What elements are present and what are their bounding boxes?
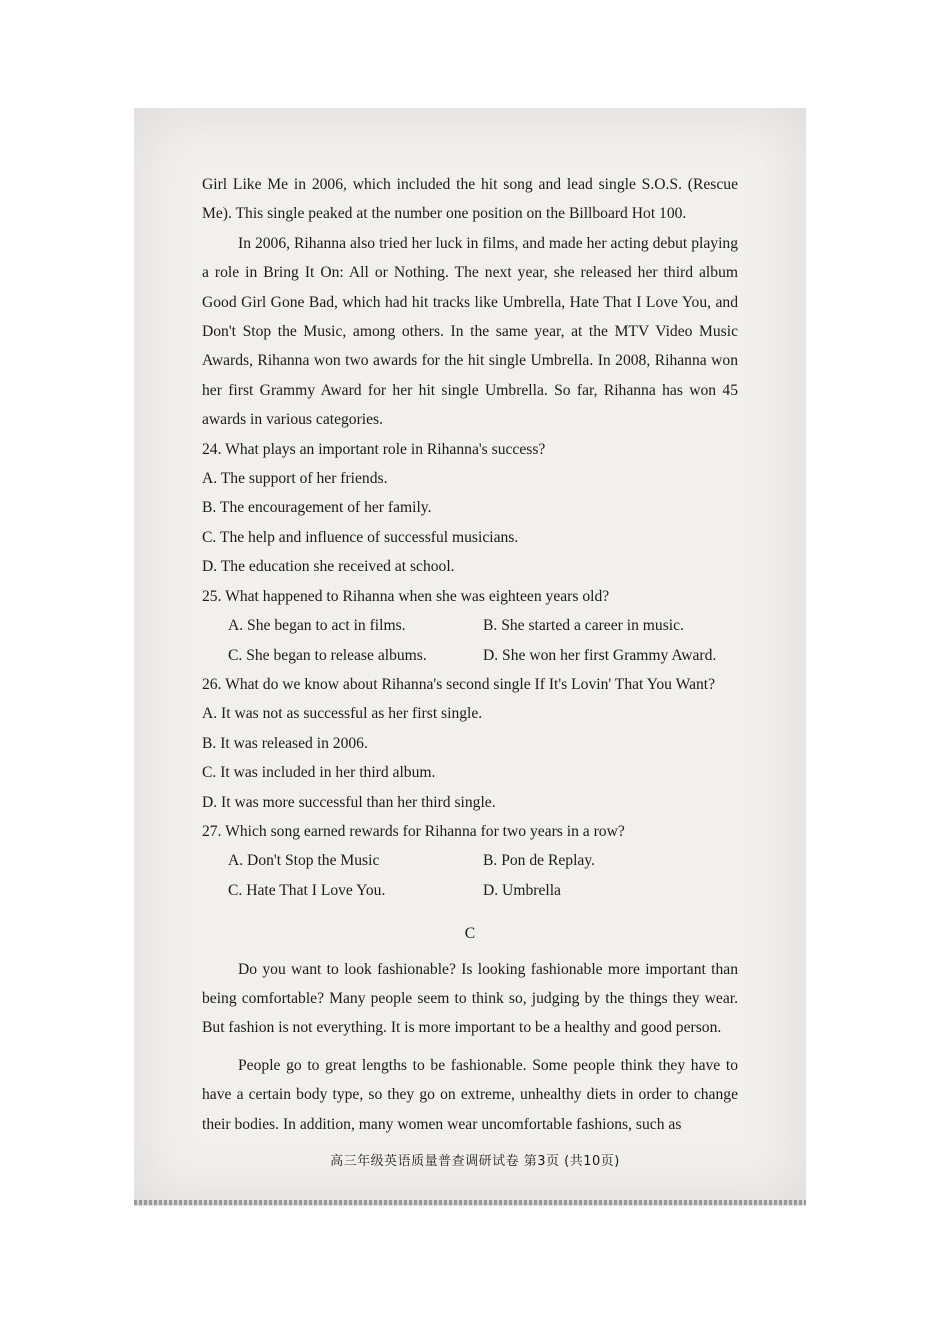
page-footer: 高三年级英语质量普查调研试卷 第3页 (共10页) (330, 1154, 620, 1169)
option: D. It was more successful than her third single. (202, 793, 496, 811)
passage-paragraph: In 2006, Rihanna also tried her luck in films, and made her acting debut playing a role in Bring It On: All or Nothing. The next year, she released her third album Good Girl Gone Bad, which had hit tracks like Umbrella, Hate That I Love You, and Don't Stop the Music, among others. In the same year, at the MTV Video Music Awards, Rihanna won two awards for the hit single Umbrella. In 2008, Rihanna won her first Grammy Award for her hit single Umbrella. So far, Rihanna has won 45 awards in various categories. (202, 234, 738, 429)
question-stem: 27. Which song earned rewards for Rihanna for two years in a row? (202, 822, 625, 840)
option-row (228, 876, 738, 905)
paper-edge (134, 1200, 806, 1205)
option: B. She started a career in music. (483, 617, 684, 635)
option: D. Umbrella (483, 881, 561, 899)
question-stem: 26. What do we know about Rihanna's second single If It's Lovin' That You Want? (202, 675, 716, 693)
option-row (228, 641, 738, 670)
question-stem: 24. What plays an important role in Rihanna's success? (202, 440, 546, 458)
option: A. The support of her friends. (202, 470, 388, 488)
question-27 (202, 817, 738, 905)
exam-content (202, 170, 738, 1139)
option: C. The help and influence of successful musicians. (202, 528, 519, 546)
option: A. Don't Stop the Music (228, 852, 380, 870)
option: A. It was not as successful as her first single. (202, 705, 483, 723)
question-25 (202, 582, 738, 670)
option-row (228, 846, 738, 875)
passage-paragraph: People go to great lengths to be fashionable. Some people think they have to have a certain body type, so they go on extreme, unhealthy diets in order to change their bodies. In addition, many women wear uncomfortable fashions, such as (202, 1056, 738, 1133)
option: C. Hate That I Love You. (228, 881, 386, 899)
question-stem: 25. What happened to Rihanna when she was eighteen years old? (202, 587, 610, 605)
section-heading: C (464, 925, 476, 943)
question-26 (202, 670, 738, 817)
option: C. It was included in her third album. (202, 764, 436, 782)
option: D. The education she received at school. (202, 558, 455, 576)
option: C. She began to release albums. (228, 646, 427, 664)
passage-c (202, 955, 738, 1139)
option: D. She won her first Grammy Award. (483, 646, 717, 664)
option: B. The encouragement of her family. (202, 499, 432, 517)
question-24 (202, 435, 738, 582)
option: B. It was released in 2006. (202, 734, 368, 752)
option: B. Pon de Replay. (483, 852, 596, 870)
option-row (228, 611, 738, 640)
passage-paragraph: Do you want to look fashionable? Is looking fashionable more important than being comfortable? Many people seem to think so, judging by the things they wear. But fashion is not everything. It is more important to be a healthy and good person. (202, 960, 738, 1037)
passage-paragraph: Girl Like Me in 2006, which included the hit song and lead single S.O.S. (Rescue Me). This single peaked at the number one position on the Billboard Hot 100. (202, 176, 738, 223)
option: A. She began to act in films. (228, 617, 406, 635)
